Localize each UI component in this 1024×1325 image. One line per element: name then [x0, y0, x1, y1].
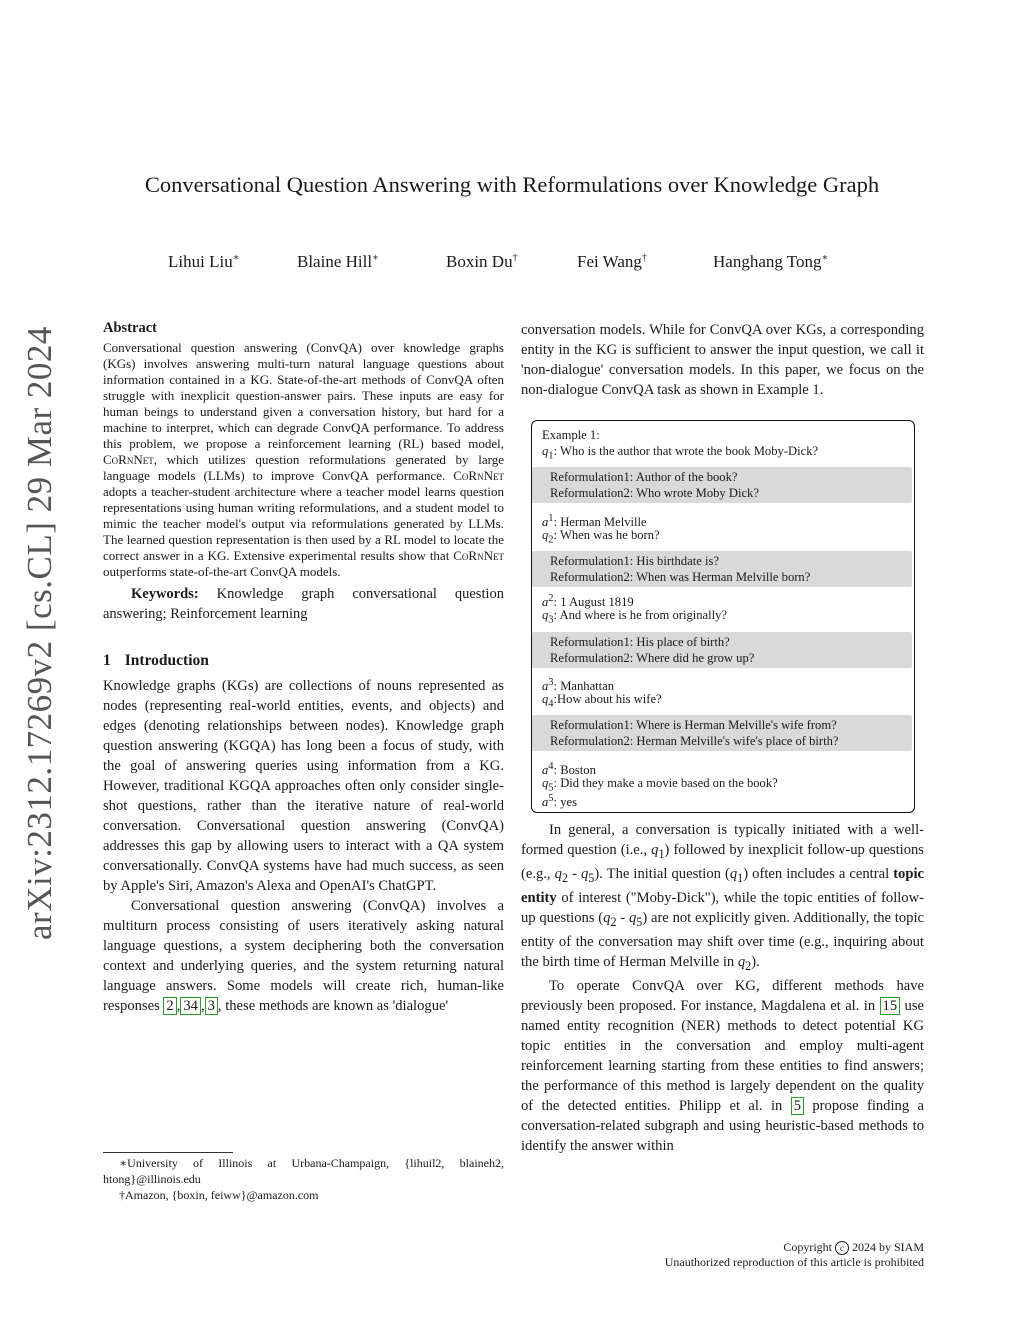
example-a1: $a^1$: Herman Melville	[542, 513, 647, 530]
author-5: Hanghang Tong∗	[713, 252, 829, 271]
footnote-1: ∗University of Illinois at Urbana-Champaign, {lihuil2, blaineh2, htong}@illinois.edu	[103, 1156, 504, 1186]
copyright-line-1: Copyright c 2024 by SIAM	[783, 1240, 924, 1254]
example-a4: $a^4$: Boston	[542, 761, 596, 778]
section-heading-introduction: 1 Introduction	[103, 652, 209, 669]
example-a3: $a^3$: Manhattan	[542, 677, 615, 694]
citation-link[interactable]: 15	[880, 997, 901, 1015]
example-a2: $a^2$: 1 August 1819	[542, 593, 634, 610]
keywords: Keywords: Knowledge graph conversational question answering; Reinforcement learning	[103, 586, 504, 622]
intro-paragraph-2: Conversational question answering (ConvQA) involves a multiturn process consisting of users iteratively asking natural language questions, a system deciphering both the conversation context and underlying queries, and the system returning natural language answers. Some models will create rich, human-like responses 2 , 34 , 3 , these methods are known as 'dialogue'	[103, 898, 504, 1014]
reformulation-block-3: Reformulation1: His place of birth? Reformulation2: Where did he grow up?	[532, 632, 912, 668]
author-2: Blaine Hill∗	[297, 252, 379, 271]
intro-paragraph-1: Knowledge graphs (KGs) are collections of nouns represented as nodes (representing real-world entities, events, and objects) and edges (denoting relationships between nodes). Knowledge graph question answering (KGQA) has long been a focus of study, with the goal of answering queries using information from a KG. However, traditional KGQA approaches often only consider single-shot questions, rather than the iterative nature of real-world conversation. Conversational question answering (ConvQA) addresses this gap by allowing users to interact with a QA system conversationally. ConvQA systems have had much success, as seen by Apple's Siri, Amazon's Alexa and OpenAI's ChatGPT.	[103, 678, 504, 894]
paragraph-general: In general, a conversation is typically initiated with a well-formed question (i.e., $q_1$) followed by inexplicit follow-up questions (e.g., $q_2 - q_5$). The initial question $(q_1)$ often includes a central topic entity of interest ("Moby-Dick"), while the topic entities of follow-up questions $(q_2 - q_5)$ are not explicitly given. Additionally, the topic entity of the conversation may shift over time (e.g., inquiring about the birth time of Herman Melville in $q_2$).	[521, 822, 924, 973]
footnote-2: †Amazon, {boxin, feiww}@amazon.com	[119, 1188, 319, 1202]
citation-link[interactable]: 2	[163, 997, 176, 1015]
reformulation-block-4: Reformulation1: Where is Herman Melville's wife from? Reformulation2: Herman Melville's wife's place of birth?	[532, 715, 912, 751]
model-name: CoRnNet	[103, 452, 154, 467]
citation-link[interactable]: 5	[791, 1097, 804, 1115]
intro-paragraph-continued: conversation models. While for ConvQA over KGs, a corresponding entity in the KG is sufficient to answer the input question, we call it 'non-dialogue' conversation models. In this paper, we focus on the non-dialogue ConvQA task as shown in Example 1.	[521, 322, 924, 398]
example-q4: $q_4:How$ about his wife?	[542, 692, 662, 710]
footnotes	[103, 1152, 504, 1203]
example-heading: Example 1:	[542, 428, 600, 442]
example-q5: $q_5$: Did they make a movie based on the book?	[542, 776, 778, 794]
abstract-text: Conversational question answering (ConvQA) over knowledge graphs (KGs) involves answering multi-turn natural language questions about information contained in a KG. State-of-the-art methods of ConvQA often struggle with inexplicit question-answer pairs. These inputs are easy for human beings to understand given a conversation history, but hard for a machine to interpret, which can degrade ConvQA performance. To address this problem, we propose a reinforcement learning (RL) based model, CoRnNet, which utilizes question reformulations generated by large language models (LLMs) to improve ConvQA performance. CoRnNet adopts a teacher-student architecture where a teacher model learns question representations using human writing reformulations, and a student model to mimic the teacher model's output via reformulations generated by LLMs. The learned question representation is then used by a RL model to locate the correct answer in a KG. Extensive experimental results show that CoRnNet outperforms state-of-the-art ConvQA models.	[103, 340, 504, 579]
arxiv-sidebar-stamp: arXiv:2312.17269v2 [cs.CL] 29 Mar 2024	[20, 326, 59, 940]
model-name: CoRnNet	[453, 468, 504, 483]
example-q1: $q_1$: Who is the author that wrote the book Moby-Dick?	[542, 444, 819, 462]
right-column	[521, 320, 924, 400]
reformulation-block-2: Reformulation1: His birthdate is? Reformulation2: When was Herman Melville born?	[532, 551, 912, 587]
author-1: Lihui Liu∗	[168, 252, 240, 271]
author-4: Fei Wang†	[577, 252, 647, 271]
example-a5: $a^5$: yes	[542, 793, 577, 810]
citation-link[interactable]: 34	[180, 997, 201, 1015]
copyright-symbol-icon: c	[835, 1241, 849, 1255]
example-box	[531, 420, 915, 813]
right-column-lower	[521, 820, 924, 1156]
footnote-rule	[103, 1152, 233, 1153]
paragraph-methods: To operate ConvQA over KG, different methods have previously been proposed. For instance, Magdalena et al. in 15 use named entity recognition (NER) methods to detect potential KG topic entities in the conversation and employ multi-agent reinforcement learning starting from these entities to find answers; the performance of this method is largely dependent on the quality of the detected entities. Philipp et al. in 5 propose finding a conversation-related subgraph and using heuristic-based methods to identify the answer within	[521, 977, 924, 1154]
example-q2: $q_2$: When was he born?	[542, 528, 660, 546]
example-q3: $q_3$: And where is he from originally?	[542, 608, 728, 626]
model-name: CoRnNet	[453, 548, 504, 563]
author-list	[0, 252, 1024, 276]
abstract-heading: Abstract	[103, 320, 157, 336]
citation-link[interactable]: 3	[205, 997, 218, 1015]
reformulation-block-1: Reformulation1: Author of the book? Reformulation2: Who wrote Moby Dick?	[532, 467, 912, 503]
left-column	[103, 320, 504, 1016]
author-3: Boxin Du†	[446, 252, 518, 271]
copyright-line-2: Unauthorized reproduction of this article is prohibited	[664, 1255, 924, 1270]
copyright-notice	[665, 1240, 924, 1269]
paper-title: Conversational Question Answering with Reformulations over Knowledge Graph	[144, 172, 880, 197]
